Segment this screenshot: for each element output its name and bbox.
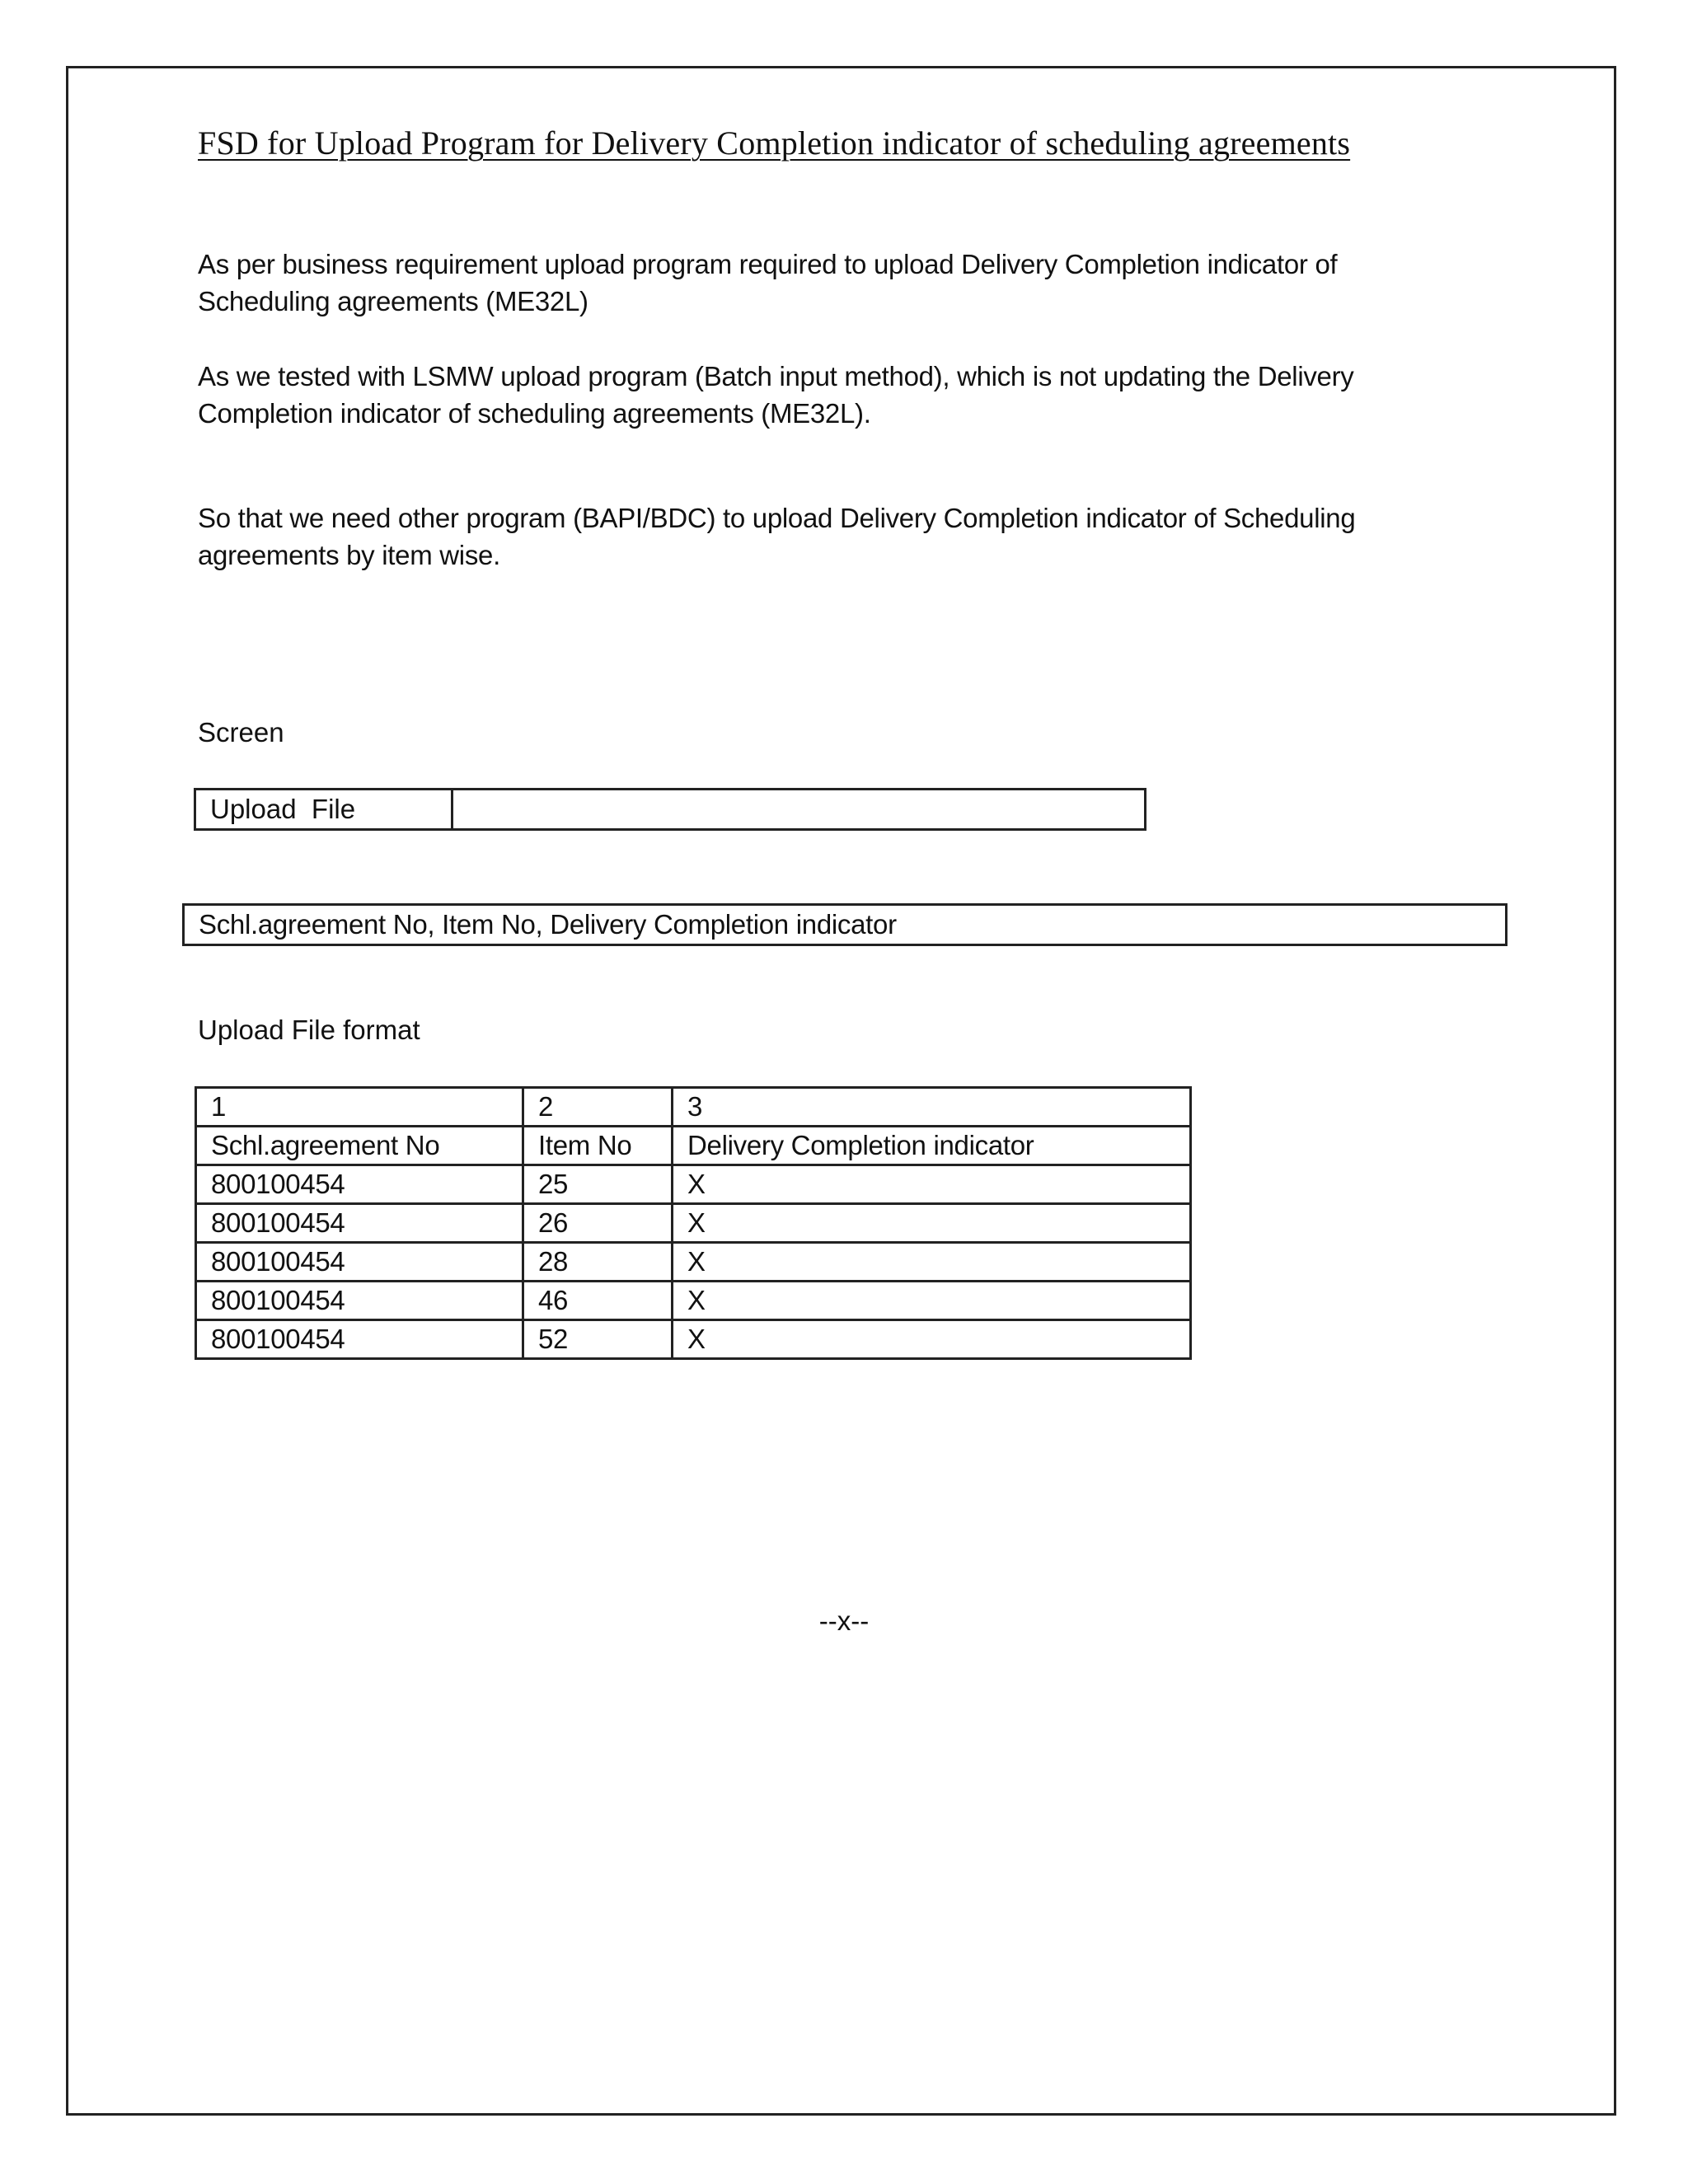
table-cell: 800100454 bbox=[196, 1320, 523, 1359]
table-row bbox=[196, 1320, 1191, 1359]
table-row bbox=[196, 1282, 1191, 1320]
table-row bbox=[196, 1165, 1191, 1204]
table-row bbox=[196, 1204, 1191, 1243]
table-row-column-numbers bbox=[196, 1088, 1191, 1127]
table-cell: 28 bbox=[523, 1243, 673, 1282]
table-header-cell: Delivery Completion indicator bbox=[673, 1127, 1191, 1165]
table-cell: 26 bbox=[523, 1204, 673, 1243]
table-cell: X bbox=[673, 1282, 1191, 1320]
table-cell: 800100454 bbox=[196, 1282, 523, 1320]
upload-file-field bbox=[194, 788, 1146, 831]
table-cell: 1 bbox=[196, 1088, 523, 1127]
paragraph-requirement: As per business requirement upload program required to upload Delivery Completion indicator of Scheduling agreements (ME32L) bbox=[198, 249, 1338, 316]
table-cell: 800100454 bbox=[196, 1243, 523, 1282]
table-cell: X bbox=[673, 1320, 1191, 1359]
table-header-cell: Item No bbox=[523, 1127, 673, 1165]
screen-label: Screen bbox=[198, 717, 284, 748]
table-cell: 52 bbox=[523, 1320, 673, 1359]
table-cell: 2 bbox=[523, 1088, 673, 1127]
upload-format-table bbox=[195, 1086, 1192, 1360]
document-title: FSD for Upload Program for Delivery Completion indicator of scheduling agreements bbox=[198, 124, 1351, 162]
table-cell: 3 bbox=[673, 1088, 1191, 1127]
upload-file-label: Upload File bbox=[196, 790, 453, 828]
table-cell: X bbox=[673, 1165, 1191, 1204]
fields-line-box: Schl.agreement No, Item No, Delivery Completion indicator bbox=[182, 903, 1507, 946]
upload-file-input[interactable] bbox=[453, 790, 1144, 828]
paragraph-lsmw-test: As we tested with LSMW upload program (Batch input method), which is not updating the Delivery Completion indicator of scheduling agreements (ME32L). bbox=[198, 361, 1354, 429]
table-row-headers bbox=[196, 1127, 1191, 1165]
table-cell: X bbox=[673, 1204, 1191, 1243]
table-cell: 46 bbox=[523, 1282, 673, 1320]
table-cell: 25 bbox=[523, 1165, 673, 1204]
upload-format-label: Upload File format bbox=[198, 1015, 420, 1045]
table-cell: X bbox=[673, 1243, 1191, 1282]
end-marker: --x-- bbox=[818, 1605, 870, 1636]
table-header-cell: Schl.agreement No bbox=[196, 1127, 523, 1165]
paragraph-solution: So that we need other program (BAPI/BDC) to upload Delivery Completion indicator of Scheduling agreements by item wise. bbox=[198, 503, 1356, 570]
table-row bbox=[196, 1243, 1191, 1282]
table-cell: 800100454 bbox=[196, 1204, 523, 1243]
table-cell: 800100454 bbox=[196, 1165, 523, 1204]
